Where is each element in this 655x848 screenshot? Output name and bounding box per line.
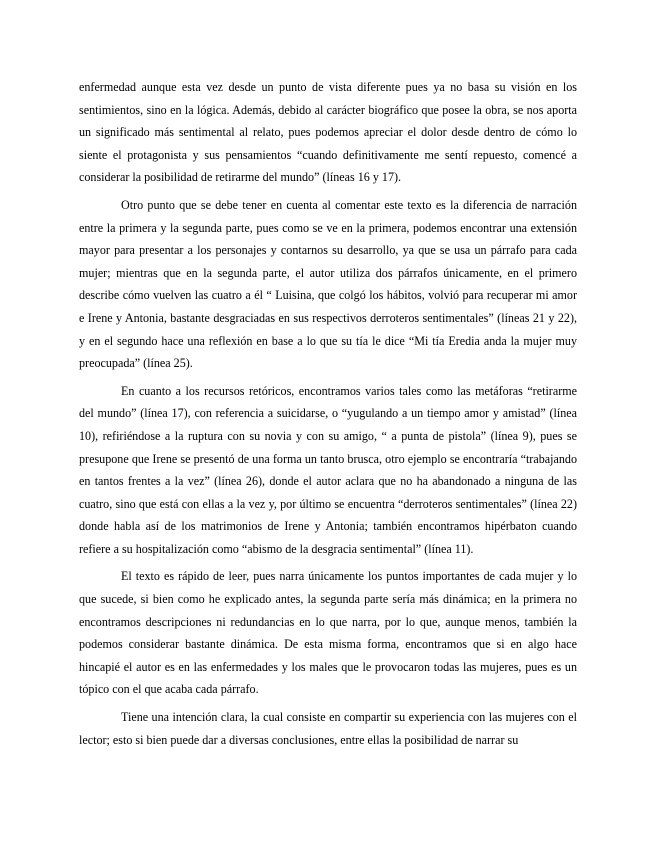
paragraph: En cuanto a los recursos retóricos, encontramos varios tales como las metáforas “retirarme del mundo” (línea 17), con referencia a suicidarse, o “yugulando a un tiempo amor y amistad” (línea 10), refiriéndose a la ruptura con su novia y con su amigo, “ a punta de pistola” (línea 9), pues se presupone que Irene se presentó de una forma un tanto brusca, otro ejemplo se encontraría “trabajando en tantos frentes a la vez” (línea 26), donde el autor aclara que no ha abandonado a ninguna de las cuatro, sino que está con ellas a la vez y, por último se encuentra “derroteros sentimentales” (línea 22) donde habla así de los matrimonios de Irene y Antonia; también encontramos hipérbaton cuando refiere a su hospitalización como “abismo de la desgracia sentimental” (línea 11). — [79, 383, 577, 556]
paragraph: Tiene una intención clara, la cual consiste en compartir su experiencia con las mujeres con el lector; esto si bien puede dar a diversas conclusiones, entre ellas la posibilidad de narrar su — [79, 710, 577, 747]
paragraph: enfermedad aunque esta vez desde un punto de vista diferente pues ya no basa su visión en los sentimientos, sino en la lógica. Además, debido al carácter biográfico que posee la obra, se nos aporta un significado más sentimental al relato, pues podemos apreciar el dolor desde dentro de cómo lo siente el protagonista y sus pensamientos “cuando definitivamente me sentí repuesto, comencé a considerar la posibilidad de retirarme del mundo” (líneas 16 y 17). — [79, 80, 577, 185]
paragraph: Otro punto que se debe tener en cuenta al comentar este texto es la diferencia de narración entre la primera y la segunda parte, pues como se ve en la primera, podemos encontrar una extensión mayor para presentar a los personajes y contarnos su desarrollo, ya que se usa un párrafo para cada mujer; mientras que en la segunda parte, el autor utiliza dos párrafos únicamente, en el primero describe cómo vuelven las cuatro a él “ Luisina, que colgó los hábitos, volvió para recuperar mi amor e Irene y Antonia, bastante desgraciadas en sus respectivos derroteros sentimentales” (líneas 21 y 22), y en el segundo hace una reflexión en base a lo que su tía le dice “Mi tía Eredia anda la mujer muy preocupada” (línea 25). — [79, 197, 577, 371]
document-body — [79, 76, 577, 751]
paragraph: El texto es rápido de leer, pues narra únicamente los puntos importantes de cada mujer y lo que sucede, si bien como he explicado antes, la segunda parte sería más dinámica; en la primera no encontramos descripciones ni redundancias en lo que narra, por lo que, aunque menos, también la podemos considerar bastante dinámica. De esta misma forma, encontramos que si en algo hace hincapié el autor es en las enfermedades y los males que le provocaron todas las mujeres, pues es un tópico con el que acaba cada párrafo. — [79, 569, 577, 697]
